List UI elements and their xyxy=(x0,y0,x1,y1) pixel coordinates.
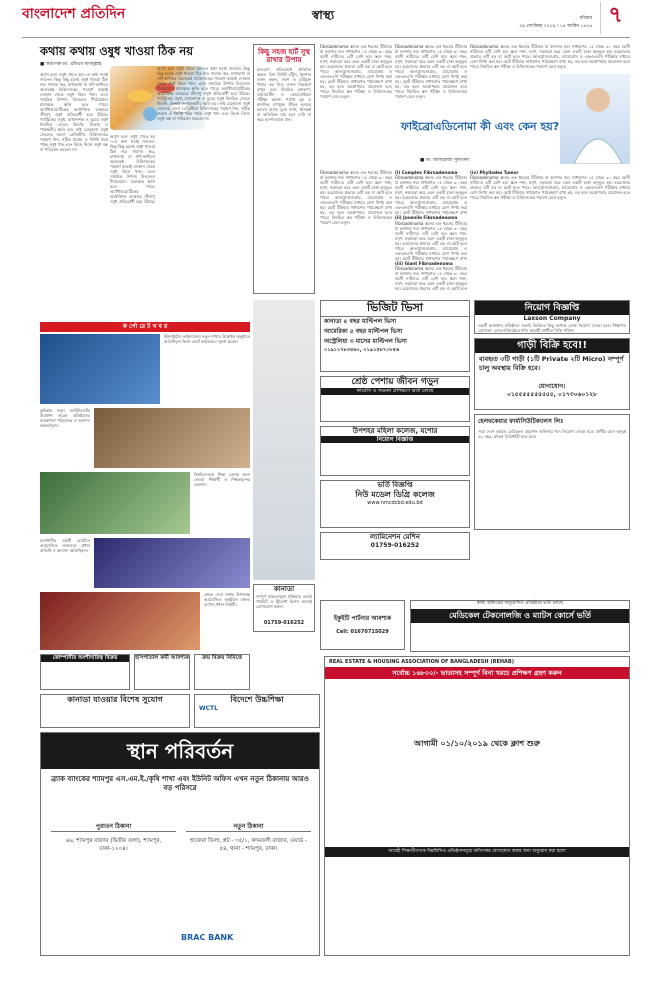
seip-title: সর্বোচ্চ ১৬৮০০/- ভাতাসহ সম্পূর্ণ বিনা খরচে প্রশিক্ষণ গ্রহণ করুন xyxy=(325,667,629,679)
college-recruit-org: উপশহর মহিলা কলেজ, যশোর xyxy=(352,427,438,435)
college-recruit-title: নিয়োগ বিজ্ঞপ্তি xyxy=(321,436,469,444)
article3-body-col1: Fibroadenoma স্তনের এক ধরনের টিউমার যা ক্যান্সার নয়। সাধারণত ১৫ থেকে ৩০ বছর বয়সী নারীদের এটি বেশি হয়। স্তনে শক্ত, মসৃণ, নড়াচড়া করে এমন একটি চাকা অনুভূত হয়। হরমোনের প্রভাবে এটি বড় বা ছোট হতে পারে। আলট্রাসনোগ্রাম, ম্যামোগ্রাম ও এফএনএসি পরীক্ষার মাধ্যমে রোগ নির্ণয় করা হয়। ছোট টিউমার সাধারণত পর্যবেক্ষণে রাখা হয়, বড় হলে অস্ত্রোপচার প্রয়োজন হতে পারে। নিয়মিত স্তন পরীক্ষা ও চিকিৎসকের পরামর্শ মেনে চলুন। xyxy=(320,44,392,99)
seip-ad xyxy=(324,656,630,956)
brac-brand: BRAC BANK xyxy=(181,933,234,942)
date-line: ২৯ সেপ্টেম্বর ২০১৯ । ১৪ আশ্বিন ১৪২৬ xyxy=(519,24,592,29)
abroad-title: বিদেশে উচ্চশিক্ষা xyxy=(230,695,284,704)
visa-phone: ০১৯১১৭৮৩৪৬০, ০১৯১৫৮৭০৮৫৬ xyxy=(324,347,400,353)
article1-body-col3: অসুখ হলে ওষুধ খেতে হয়—এ কথা সবাই জানেন। কিন্তু কিছু হলেই ওষুধ খাওয়া ঠিক নয়। সামান্য জ্বর, মাথাব্যথা বা সর্দি-কাশিতে অনেকেই চিকিৎসকের পরামর্শ ছাড়াই দোকান থেকে ওষুধ কিনে খান। এতে সাময়িক উপশম মিললেও দীর্ঘমেয়াদে মারাত্মক ক্ষতি হতে পারে। অ্যান্টিবায়োটিকের অযৌক্তিক ব্যবহারে জীবাণু ওষুধ প্রতিরোধী হয়ে উঠছে। গ্যাস্ট্রিকের ওষুধ, ব্যথানাশক ও ঘুমের ওষুধ নিয়মিত সেবনে কিডনি, লিভার ও পাকস্থলীর ক্ষতি হয়। তাই যেকোনো ওষুধ সেবনের আগে রেজিস্টার্ড চিকিৎসকের পরামর্শ নিন, সঠিক মাত্রায় ও নির্দিষ্ট সময় পর্যন্ত ওষুধ খান এবং নিজে নিজে ওষুধ বন্ধ বা পরিবর্তন করবেন না। xyxy=(157,66,250,121)
corporate-caption-5: গ্রাহক সেবা সপ্তাহ উপলক্ষে আয়োজিত অনুষ্ঠানে বক্তব্য রাখেন প্রধান নির্বাহী। xyxy=(204,592,250,607)
article1-byline: ■ অধ্যাপক ডা. এবিএম আবদুল্লাহ xyxy=(40,62,102,67)
canada-study-ad xyxy=(40,694,190,728)
page-number: ৭ xyxy=(600,2,630,34)
brac-old-address: ৬৬, শ্যামপুর বাজার (দ্বিতীয় তলা), শ্যামপুর, ঢাকা-১২০৪। xyxy=(65,838,162,852)
career-ad xyxy=(320,376,470,422)
abroad-ad xyxy=(194,694,320,728)
corporate-band: ক র্পো রে ট খ ব র xyxy=(40,322,250,332)
article2-box xyxy=(253,44,315,294)
brac-old-heading: পুরাতন ঠিকানা xyxy=(51,823,176,832)
canada-study-title: কানাডা যাওয়ার বিশেষ সুযোগ xyxy=(67,695,163,704)
article3-body-col4: Fibroadenoma স্তনের এক ধরনের টিউমার যা ক্যান্সার নয়। সাধারণত ১৫ থেকে ৩০ বছর বয়সী নারীদের এটি বেশি হয়। স্তনে শক্ত, মসৃণ, নড়াচড়া করে এমন একটি চাকা অনুভূত হয়। হরমোনের প্রভাবে এটি বড় বা ছোট হতে পারে। আলট্রাসনোগ্রাম, ম্যামোগ্রাম ও এফএনএসি পরীক্ষার মাধ্যমে রোগ নির্ণয় করা হয়। ছোট টিউমার সাধারণত পর্যবেক্ষণে রাখা হয়, বড় হলে অস্ত্রোপচার প্রয়োজন হতে পারে। নিয়মিত স্তন পরীক্ষা ও চিকিৎসকের পরামর্শ মেনে চলুন। xyxy=(320,170,392,225)
corporate-photo-2 xyxy=(94,408,250,468)
medical-top: স্বাস্থ্য অধিদপ্তর অনুমোদিত প্রতিষ্ঠানে ভর্তি চলছে xyxy=(476,601,564,606)
lamination-phone: 01759-016252 xyxy=(370,541,420,549)
corporate-caption-1: ইউনাইটেড ফাইন্যান্সের নতুন শাখার উদ্বোধন অনুষ্ঠানে অতিথিবৃন্দ ফিতা কেটে কার্যক্রমের সূচনা করেন। xyxy=(164,334,250,344)
car-sale-title: গাড়ী বিক্রি হবে!! xyxy=(475,339,629,353)
hospital-ad xyxy=(134,654,190,690)
article2-body: হৃদরোগ প্রতিরোধে প্রতিদিন অন্তত ত্রিশ মিনিট হাঁটুন, ধূমপান বর্জন করুন, লবণ ও চর্বিযুক্ত খাবার কম খান, ওজন নিয়ন্ত্রণে রাখুন এবং নিয়মিত রক্তচাপ, ডায়াবেটিস ও কোলেস্টেরল পরীক্ষা করান। পর্যাপ্ত ঘুম ও মানসিক চাপমুক্ত জীবন হৃদযন্ত্র ভালো রাখে। বুকে ব্যথা, শ্বাসকষ্ট বা অতিরিক্ত ঘাম হলে দেরি না করে হাসপাতালে যান। xyxy=(257,67,311,122)
seip-start: আগামী ০১/১০/২০১৯ থেকে ক্লাশ শুরু xyxy=(414,739,540,749)
visa-line-3: অস্ট্রেলিয়া ৩ মাসের মাল্টিপল ভিসা xyxy=(324,338,407,345)
article1-title: কথায় কথায় ওষুধ খাওয়া ঠিক নয় xyxy=(40,44,194,58)
career-title: শ্রেষ্ঠ পেশায় জীবন গড়ুন xyxy=(351,377,439,387)
recruit-1-title: নিয়োগ বিজ্ঞপ্তি xyxy=(475,301,629,315)
recruit-1-body: একটি স্বনামধন্য প্রতিষ্ঠানে জরুরি ভিত্তিতে কিছু সংখ্যক লোক নিয়োগ দেওয়া হবে। শিক্ষাগত যোগ্যতা: এসএসসি/এইচএসসি। আগ্রহী প্রার্থীরা সিভি পাঠান। xyxy=(478,322,626,333)
admission-ad xyxy=(320,480,470,528)
admission-website[interactable]: www.nmcdcbd.edu.bd xyxy=(367,499,423,506)
corporate-caption-2: কুমিল্লায় নতুন আউটলেটের উদ্বোধন করেন প্রতিষ্ঠানের ব্যবস্থাপনা পরিচালক ও অন্যান্য কর্মকর্তাবৃন্দ। xyxy=(40,408,90,428)
subhead-4-body: Fibroadenoma স্তনের এক ধরনের টিউমার যা ক্যান্সার নয়। সাধারণত ১৫ থেকে ৩০ বছর বয়সী নারীদের এটি বেশি হয়। স্তনে শক্ত, মসৃণ, নড়াচড়া করে এমন একটি চাকা অনুভূত হয়। হরমোনের প্রভাবে এটি বড় বা ছোট হতে পারে। আলট্রাসনোগ্রাম, ম্যামোগ্রাম ও এফএনএসি পরীক্ষার মাধ্যমে রোগ নির্ণয় করা হয়। ছোট টিউমার সাধারণত পর্যবেক্ষণে রাখা হয়, বড় হলে অস্ত্রোপচার প্রয়োজন হতে পারে। নিয়মিত স্তন পরীক্ষা ও চিকিৎসকের পরামর্শ মেনে চলুন। xyxy=(470,175,630,201)
masthead-logo: বাংলাদেশ প্রতিদিন xyxy=(22,6,126,22)
canada-work-body: সম্পূর্ণ ঝামেলামুক্ত প্রক্রিয়ায় ওয়ার্ক পারমিট ও স্টুডেন্ট ভিসা। আজই যোগাযোগ করুন। xyxy=(256,593,312,609)
college-recruit-ad xyxy=(320,426,470,476)
brac-ad xyxy=(40,732,320,956)
corporate-caption-4: রাজধানীর একটি হোটেলে আয়োজিত সম্মেলনে প্রধান অতিথি ও অন্যান্য অতিথিবৃন্দ। xyxy=(40,538,90,553)
pharma-body: সারা দেশে কর্মরত মেডিকেল প্রমোশন অফিসার পদে নিয়োগ দেওয়া হবে। প্রার্থীর বয়স অনূর্ধ্ব ৩২ বছর, স্নাতক ডিগ্রিধারী হতে হবে। xyxy=(478,428,626,439)
brac-new-heading: নতুন ঠিকানা xyxy=(186,823,311,832)
corporate-photo-4 xyxy=(94,538,250,588)
article3-byline: ■ ডা. আফরোজা সুলতানা xyxy=(420,158,470,163)
lamination-ad xyxy=(320,532,470,560)
subhead-3-body: Fibroadenoma স্তনের এক ধরনের টিউমার যা ক্যান্সার নয়। সাধারণত ১৫ থেকে ৩০ বছর বয়সী নারীদের এটি বেশি হয়। স্তনে শক্ত, মসৃণ, নড়াচড়া করে এমন একটি চাকা অনুভূত হয়। হরমোনের প্রভাবে এটি বড় বা ছোট হতে xyxy=(395,265,467,290)
medical-ad xyxy=(410,600,630,652)
lamination-title: ল্যামিনেশন মেশিন xyxy=(370,533,420,541)
hospital-title: হাসপাতাল কর্মী আবশ্যক xyxy=(135,655,189,661)
company-sale-title: কোম্পানীর অংশীদারিত্ব বিক্রয় xyxy=(41,655,129,662)
doctor-photo xyxy=(560,74,630,164)
brac-new-address: হাজেরা ভিলা, প্লট - ৩৫/১, কদমতলী বাজার, ওয়ার্ড - ৫৪, থানা - শ্যামপুর, ঢাকা। xyxy=(190,838,307,852)
canada-work-phone: 01759-016252 xyxy=(263,619,305,626)
article3-body-col3: Fibroadenoma স্তনের এক ধরনের টিউমার যা ক্যান্সার নয়। সাধারণত ১৫ থেকে ৩০ বছর বয়সী নারীদের এটি বেশি হয়। স্তনে শক্ত, মসৃণ, নড়াচড়া করে এমন একটি চাকা অনুভূত হয়। হরমোনের প্রভাবে এটি বড় বা ছোট হতে পারে। আলট্রাসনোগ্রাম, ম্যামোগ্রাম ও এফএনএসি পরীক্ষার মাধ্যমে রোগ নির্ণয় করা হয়। ছোট টিউমার সাধারণত পর্যবেক্ষণে রাখা হয়, বড় হলে অস্ত্রোপচার প্রয়োজন হতে পারে। নিয়মিত স্তন পরীক্ষা ও চিকিৎসকের পরামর্শ মেনে চলুন। xyxy=(470,44,630,69)
article3-col5 xyxy=(395,170,467,294)
brac-title: স্থান পরিবর্তন xyxy=(41,733,319,769)
corporate-photo-3 xyxy=(40,472,190,534)
doctor-image xyxy=(560,74,630,164)
subhead-2: (ii) Juvenile Fibroadenoma xyxy=(395,215,458,221)
company-sale-ad xyxy=(40,654,130,690)
visa-title: ভিজিট ভিসা xyxy=(321,301,469,317)
car-sale-contact: যোগাযোগ: xyxy=(538,383,566,390)
section-title: স্বাস্থ্য xyxy=(312,8,335,22)
page-header xyxy=(22,2,630,38)
subhead-1-body: Fibroadenoma স্তনের এক ধরনের টিউমার যা ক্যান্সার নয়। সাধারণত ১৫ থেকে ৩০ বছর বয়সী নারীদের এটি বেশি হয়। স্তনে শক্ত, মসৃণ, নড়াচড়া করে এমন একটি চাকা অনুভূত হয়। হরমোনের প্রভাবে এটি বড় বা ছোট হতে পারে। আলট্রাসনোগ্রাম, ম্যামোগ্রাম ও এফএনএসি পরীক্ষার মাধ্যমে রোগ নির্ণয় করা হয়। ছোট টিউমার সাধারণত পর্যবেক্ষণে রাখা xyxy=(395,175,467,216)
medical-title: মেডিকেল টেকনোলজি ও ম্যাটস কোর্সে ভর্তি xyxy=(411,609,629,623)
article3-title: ফাইব্রোএডিনোমা কী এবং কেন হয়? xyxy=(400,120,560,133)
article2-title: কিছু সহজ হার্ট সুস্থ রাখার উপায় xyxy=(258,48,310,64)
recruit-ad-1 xyxy=(474,300,630,334)
visa-line-1: কানাডা ৫ বছর মাল্টিপল ভিসা xyxy=(324,318,397,325)
kuwait-title: ক্রয় বিক্রয় নিমিত্তে xyxy=(202,655,242,661)
corporate-caption-3: বিশ্ববিদ্যালয়ে শিক্ষা মেলায় অংশ নেওয়া শিক্ষার্থী ও শিক্ষকবৃন্দের একাংশ। xyxy=(194,472,250,487)
corporate-side-photo xyxy=(253,300,315,580)
article1-body-col2: অসুখ হলে ওষুধ খেতে হয়—এ কথা সবাই জানেন। কিন্তু কিছু হলেই ওষুধ খাওয়া ঠিক নয়। সামান্য জ্বর, মাথাব্যথা বা সর্দি-কাশিতে অনেকেই চিকিৎসকের পরামর্শ ছাড়াই দোকান থেকে ওষুধ কিনে খান। এতে সাময়িক উপশম মিললেও দীর্ঘমেয়াদে মারাত্মক ক্ষতি হতে পারে। অ্যান্টিবায়োটিকের অযৌক্তিক ব্যবহারে জীবাণু ওষুধ প্রতিরোধী হয়ে উঠছে। xyxy=(110,134,155,204)
equity-phone: Cell: 01670715029 xyxy=(336,628,389,635)
subhead-3: (iii) Giant Fibroadenoma xyxy=(395,260,453,266)
abroad-org: WCTL xyxy=(199,705,218,712)
date-day: রবিবার xyxy=(579,16,592,21)
visa-ad xyxy=(320,300,470,372)
recruit-1-company: Laxson Company xyxy=(523,315,581,322)
pharma-title: হেলথকেয়ার ফার্মাসিউটিক্যালস লিঃ xyxy=(478,418,564,425)
corporate-photo-5 xyxy=(40,592,200,650)
canada-work-title: কানাডা xyxy=(273,585,295,593)
article1-body-col1: অসুখ হলে ওষুধ খেতে হয়—এ কথা সবাই জানেন। কিন্তু কিছু হলেই ওষুধ খাওয়া ঠিক নয়। সামান্য জ্বর, মাথাব্যথা বা সর্দি-কাশিতে অনেকেই চিকিৎসকের পরামর্শ ছাড়াই দোকান থেকে ওষুধ কিনে খান। এতে সাময়িক উপশম মিললেও দীর্ঘমেয়াদে মারাত্মক ক্ষতি হতে পারে। অ্যান্টিবায়োটিকের অযৌক্তিক ব্যবহারে জীবাণু ওষুধ প্রতিরোধী হয়ে উঠছে। গ্যাস্ট্রিকের ওষুধ, ব্যথানাশক ও ঘুমের ওষুধ নিয়মিত সেবনে কিডনি, লিভার ও পাকস্থলীর ক্ষতি হয়। তাই যেকোনো ওষুধ সেবনের আগে রেজিস্টার্ড চিকিৎসকের পরামর্শ নিন, সঠিক মাত্রায় ও নির্দিষ্ট সময় পর্যন্ত ওষুধ খান এবং নিজে নিজে ওষুধ বন্ধ বা পরিবর্তন করবেন না। xyxy=(40,72,108,152)
car-sale-body: ব্যবহৃত ৩টি গাড়ী (১টি Private ২টি Micro) সম্পূর্ণ চালু অবস্থায় বিক্রি হবে। xyxy=(479,355,624,372)
car-sale-ad xyxy=(474,338,630,410)
pharma-ad xyxy=(474,414,630,530)
seip-org: REAL ESTATE & HOUSING ASSOCIATION OF BANGLADESH (REHAB) xyxy=(329,659,515,665)
brac-sub: ব্র্যাক ব্যাংকের শ্যামপুর এস.এম.ই./কৃষি শাখা এবং ইউনিট অফিস এখন নতুন ঠিকানায় আরও বড় পরিসরে xyxy=(51,775,309,792)
visa-line-2: আমেরিকা ৫ বছর মাল্টিপল ভিসা xyxy=(324,328,403,335)
corporate-photo-1 xyxy=(40,334,160,404)
article3-body-col2: Fibroadenoma স্তনের এক ধরনের টিউমার যা ক্যান্সার নয়। সাধারণত ১৫ থেকে ৩০ বছর বয়সী নারীদের এটি বেশি হয়। স্তনে শক্ত, মসৃণ, নড়াচড়া করে এমন একটি চাকা অনুভূত হয়। হরমোনের প্রভাবে এটি বড় বা ছোট হতে পারে। আলট্রাসনোগ্রাম, ম্যামোগ্রাম ও এফএনএসি পরীক্ষার মাধ্যমে রোগ নির্ণয় করা হয়। ছোট টিউমার সাধারণত পর্যবেক্ষণে রাখা হয়, বড় হলে অস্ত্রোপচার প্রয়োজন হতে পারে। নিয়মিত স্তন পরীক্ষা ও চিকিৎসকের পরামর্শ মেনে চলুন। xyxy=(395,44,467,99)
subhead-2-body: Fibroadenoma স্তনের এক ধরনের টিউমার যা ক্যান্সার নয়। সাধারণত ১৫ থেকে ৩০ বছর বয়সী নারীদের এটি বেশি হয়। স্তনে শক্ত, মসৃণ, নড়াচড়া করে এমন একটি চাকা অনুভূত হয়। হরমোনের প্রভাবে এটি বড় বা ছোট হতে পারে। আলট্রাসনোগ্রাম, ম্যামোগ্রাম ও এফএনএসি পরীক্ষার মাধ্যমে রোগ নির্ণয় করা হয়। ছোট টিউমার সাধারণত পর্যবেক্ষণে রাখা xyxy=(395,220,467,261)
canada-work-ad xyxy=(253,584,315,632)
subhead-1: (i) Complex Fibroadenoma xyxy=(395,170,458,175)
equity-ad xyxy=(320,600,405,650)
car-sale-phones: ০১৫৫৫৫৫৫৫৫৫৫, ০১৭৩০৬০১২৮ xyxy=(506,390,598,398)
career-sub: ফার্মেসি ও সমমনা প্রশিক্ষণে ভর্তি চলছে xyxy=(321,388,469,394)
article3-col6 xyxy=(470,170,630,294)
kuwait-ad xyxy=(194,654,250,690)
seip-footer: আগ্রহী শিক্ষার্থীগণকে নিম্নলিখিত প্রতিষ্ঠানসমূহে অতিসত্তর যোগাযোগ করার জন্য অনুরোধ করা হলো xyxy=(325,847,629,857)
equity-title: ইকুইটি পার্টনার আবশ্যক xyxy=(333,615,392,622)
admission-college: নিউ মডেল ডিগ্রি কলেজ xyxy=(355,489,435,499)
subhead-4: (iv) Phyllodes Tumor xyxy=(470,170,519,175)
admission-title: ভর্তি বিজ্ঞপ্তি xyxy=(377,481,413,489)
